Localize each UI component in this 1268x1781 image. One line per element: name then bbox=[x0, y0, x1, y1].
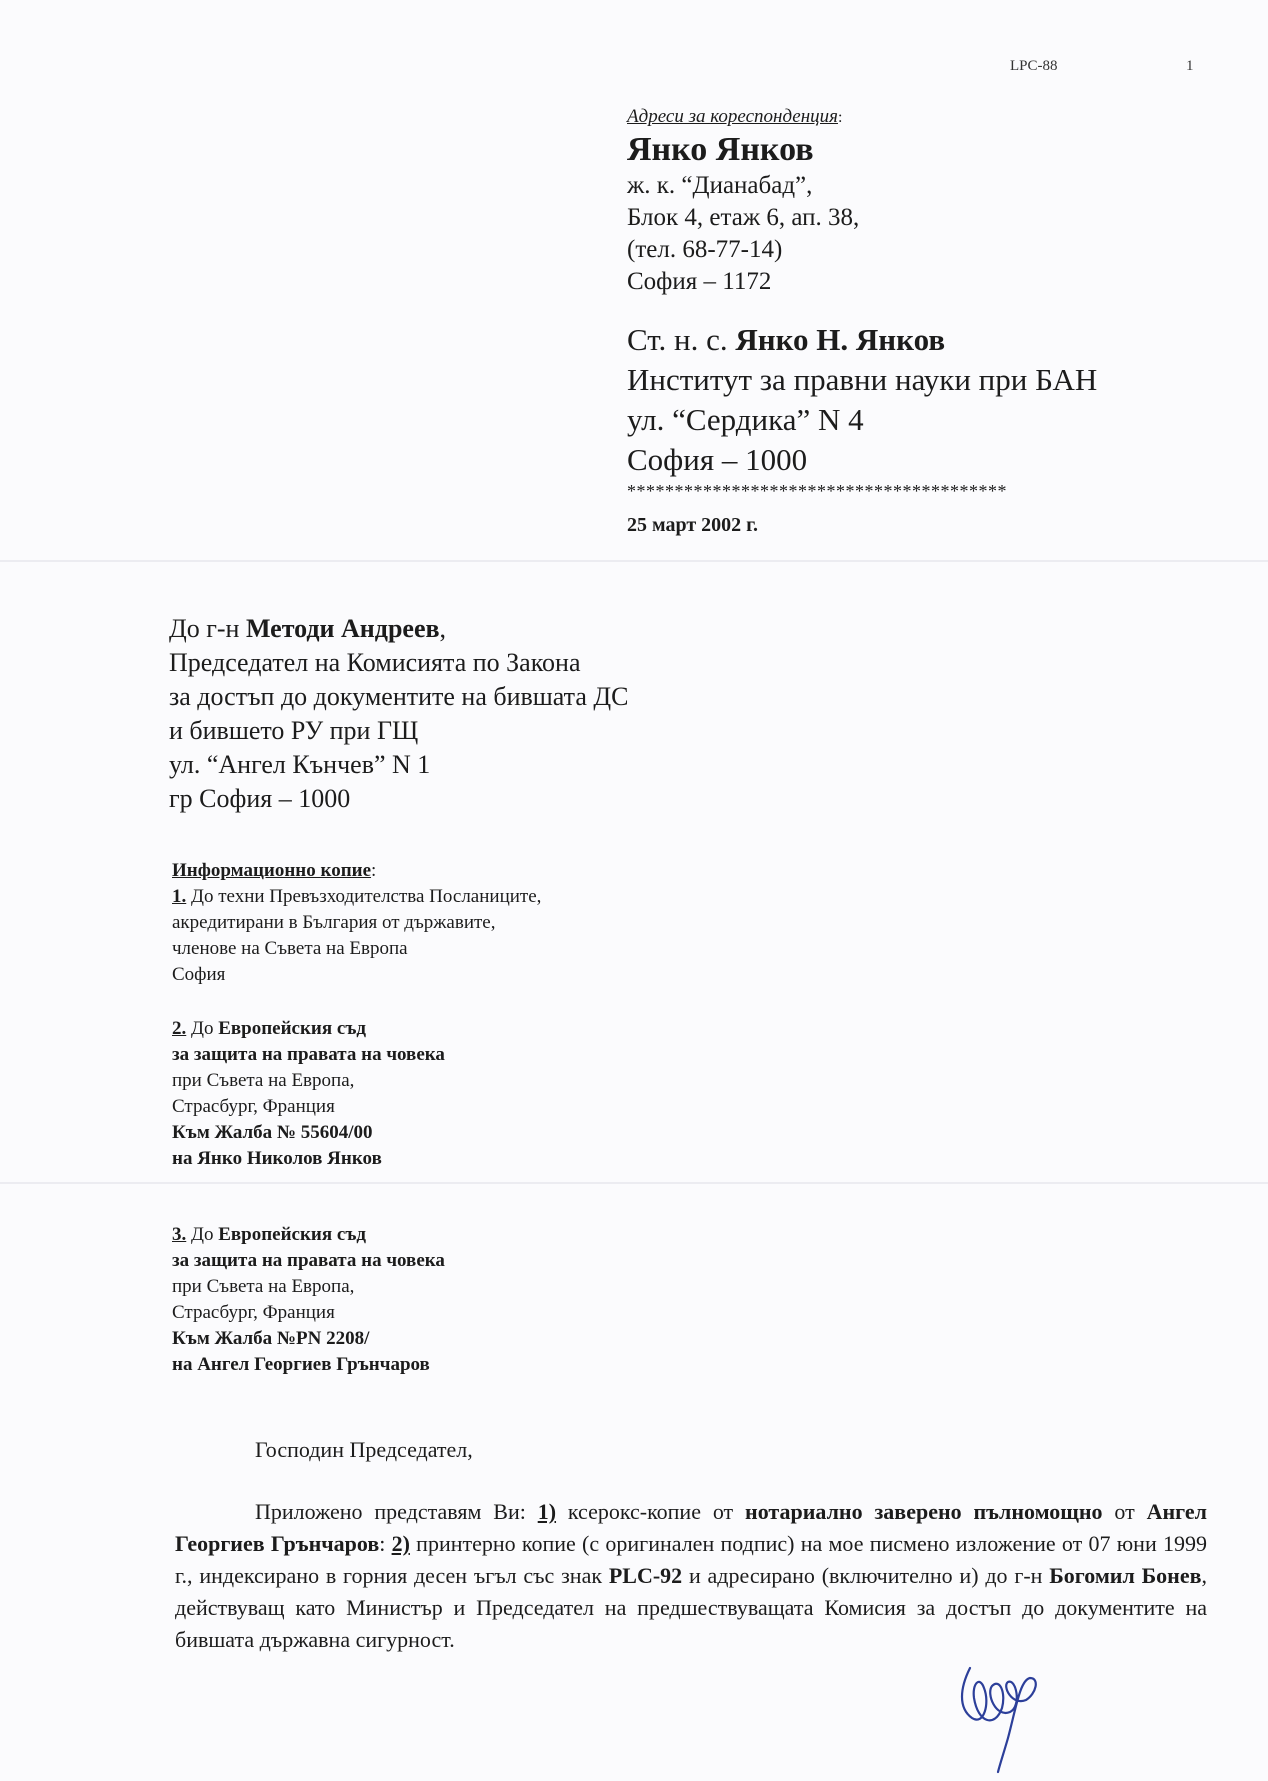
recipient-name-line: До г-н Методи Андреев, bbox=[169, 614, 447, 643]
signature-icon bbox=[950, 1648, 1050, 1774]
info-item-2: 2. До Европейския съд за защита на правата на човека при Съвета на Европа, Страсбург, Франция Към Жалба № 55604/00 на Янко Николов Янков bbox=[172, 1016, 541, 1172]
recipient-block bbox=[169, 612, 628, 816]
recipient-line: и бившето РУ при ГЩ bbox=[169, 716, 419, 745]
item-number: 1. bbox=[172, 886, 187, 907]
home-address-line: София – 1172 bbox=[627, 268, 772, 295]
item-number: 2. bbox=[172, 1018, 187, 1039]
complaint-number: Към Жалба №PN 2208/ bbox=[172, 1328, 370, 1349]
sender-name: Янко Янков bbox=[627, 131, 814, 168]
corner-code: LPC-88 bbox=[1010, 58, 1058, 74]
greeting: Господин Председател, bbox=[255, 1437, 473, 1462]
work-address-line: ул. “Сердика” N 4 bbox=[627, 402, 864, 437]
recipient-name: Методи Андреев bbox=[245, 614, 440, 643]
letter-date: 25 март 2002 г. bbox=[627, 514, 758, 536]
home-address-line: ж. к. “Дианабад”, bbox=[627, 172, 813, 199]
recipient-line: за достъп до документите на бившата ДС bbox=[169, 682, 629, 711]
info-copy-title: Информационно копие bbox=[172, 860, 372, 881]
letter-body bbox=[175, 1434, 1207, 1656]
sender-title-line: Ст. н. с. Янко Н. Янков bbox=[627, 322, 946, 357]
home-address-line: Блок 4, етаж 6, ап. 38, bbox=[627, 204, 860, 231]
info-copy-block bbox=[172, 858, 541, 1378]
correspondence-label: Адреси за кореспонденция bbox=[627, 106, 838, 127]
sender-title-name: Янко Н. Янков bbox=[735, 322, 946, 357]
page-number: 1 bbox=[1186, 58, 1194, 74]
body-paragraph: Приложено представям Ви: 1) ксерокс-копие от нотариално заверено пълномощно от Ангел Георгиев Грънчаров: 2) принтерно копие (с оригинален подпис) на мое писмено изложение от 07 юни 1999 г., индексирано в горния десен ъгъл със знак PLC-92 и адресирано (включително и) до г-н Богомил Бонев, действуващ като Министър и Председател на предшествуващата Комисия за достъп до документите на бившата държавна сигурност. bbox=[175, 1499, 1207, 1652]
work-address-line: Институт за правни науки при БАН bbox=[627, 362, 1098, 397]
home-address-line: (тел. 68-77-14) bbox=[627, 236, 783, 263]
fold-line bbox=[0, 560, 1268, 562]
complaint-number: Към Жалба № 55604/00 bbox=[172, 1122, 373, 1143]
sender-header bbox=[627, 106, 1227, 537]
info-item-1: 1. До техни Превъзходителства Посланиците, акредитирани в България от държавите, членове на Съвета на Европа София bbox=[172, 886, 542, 985]
recipient-line: ул. “Ангел Кънчев” N 1 bbox=[169, 750, 431, 779]
correspondence-label-line: Адреси за кореспонденция: bbox=[627, 106, 843, 127]
item-number: 3. bbox=[172, 1224, 187, 1245]
info-copy-title-line: Информационно копие: bbox=[172, 860, 377, 881]
separator-stars: **************************************** bbox=[627, 481, 1007, 501]
info-item-3: 3. До Европейския съд за защита на правата на човека при Съвета на Европа, Страсбург, Франция Към Жалба №PN 2208/ на Ангел Георгиев Грънчаров bbox=[172, 1222, 541, 1378]
recipient-line: Председател на Комисията по Закона bbox=[169, 648, 581, 677]
work-address-line: София – 1000 bbox=[627, 442, 808, 477]
recipient-line: гр София – 1000 bbox=[169, 784, 351, 813]
